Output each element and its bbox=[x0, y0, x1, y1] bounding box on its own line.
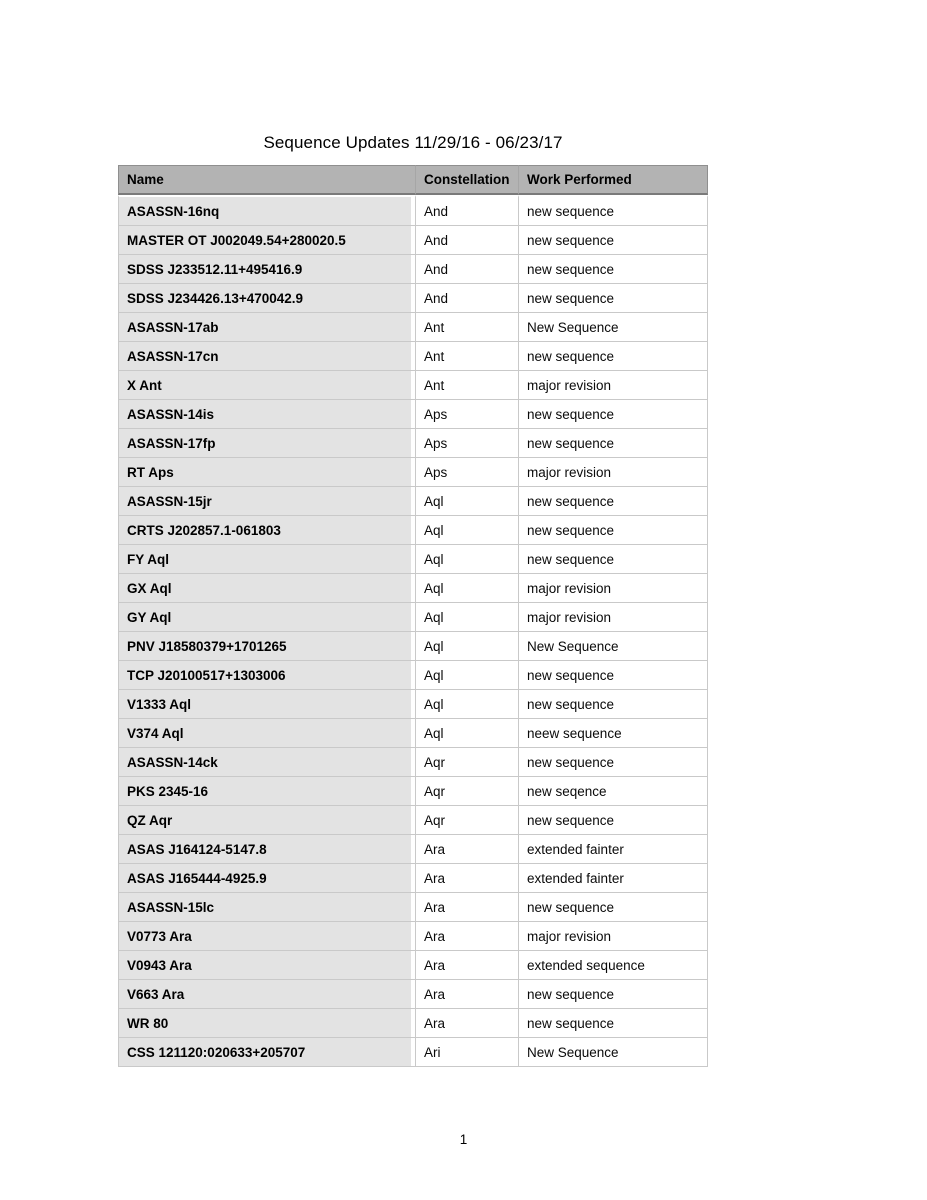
table-row bbox=[118, 661, 708, 690]
work-performed-cell: new sequence bbox=[518, 487, 708, 516]
star-name-cell: X Ant bbox=[118, 371, 415, 400]
table-row bbox=[118, 922, 708, 951]
star-name-cell: CSS 121120:020633+205707 bbox=[118, 1038, 415, 1067]
star-name-cell: V1333 Aql bbox=[118, 690, 415, 719]
work-performed-cell: new seqence bbox=[518, 777, 708, 806]
work-performed-cell: new sequence bbox=[518, 893, 708, 922]
work-performed-cell: new sequence bbox=[518, 661, 708, 690]
work-performed-cell: major revision bbox=[518, 922, 708, 951]
constellation-cell: Ant bbox=[415, 342, 518, 371]
constellation-cell: Ari bbox=[415, 1038, 518, 1067]
work-performed-cell: new sequence bbox=[518, 342, 708, 371]
table-row bbox=[118, 284, 708, 313]
work-performed-cell: new sequence bbox=[518, 806, 708, 835]
constellation-cell: And bbox=[415, 255, 518, 284]
column-header-constellation: Constellation bbox=[415, 165, 518, 195]
table-row bbox=[118, 719, 708, 748]
star-name-cell: TCP J20100517+1303006 bbox=[118, 661, 415, 690]
star-name-cell: V0943 Ara bbox=[118, 951, 415, 980]
constellation-cell: And bbox=[415, 284, 518, 313]
star-name-cell: CRTS J202857.1-061803 bbox=[118, 516, 415, 545]
work-performed-cell: neew sequence bbox=[518, 719, 708, 748]
star-name-cell: ASASSN-15jr bbox=[118, 487, 415, 516]
work-performed-cell: new sequence bbox=[518, 226, 708, 255]
star-name-cell: PKS 2345-16 bbox=[118, 777, 415, 806]
work-performed-cell: extended sequence bbox=[518, 951, 708, 980]
work-performed-cell: new sequence bbox=[518, 690, 708, 719]
star-name-cell: ASASSN-14is bbox=[118, 400, 415, 429]
table-row bbox=[118, 371, 708, 400]
constellation-cell: Aps bbox=[415, 458, 518, 487]
star-name-cell: ASASSN-15lc bbox=[118, 893, 415, 922]
table-row bbox=[118, 545, 708, 574]
star-name-cell: ASASSN-14ck bbox=[118, 748, 415, 777]
table-row bbox=[118, 574, 708, 603]
work-performed-cell: new sequence bbox=[518, 195, 708, 226]
work-performed-cell: extended fainter bbox=[518, 864, 708, 893]
constellation-cell: Aqr bbox=[415, 748, 518, 777]
work-performed-cell: new sequence bbox=[518, 284, 708, 313]
table-row bbox=[118, 226, 708, 255]
constellation-cell: Aqr bbox=[415, 777, 518, 806]
table-row bbox=[118, 893, 708, 922]
star-name-cell: ASASSN-17ab bbox=[118, 313, 415, 342]
work-performed-cell: extended fainter bbox=[518, 835, 708, 864]
star-name-cell: RT Aps bbox=[118, 458, 415, 487]
work-performed-cell: New Sequence bbox=[518, 313, 708, 342]
column-header-name: Name bbox=[118, 165, 415, 195]
star-name-cell: ASASSN-17cn bbox=[118, 342, 415, 371]
constellation-cell: Ara bbox=[415, 893, 518, 922]
table-body bbox=[118, 195, 708, 1067]
table-row bbox=[118, 516, 708, 545]
star-name-cell: V374 Aql bbox=[118, 719, 415, 748]
constellation-cell: Ant bbox=[415, 313, 518, 342]
table-row bbox=[118, 400, 708, 429]
constellation-cell: Aql bbox=[415, 603, 518, 632]
work-performed-cell: major revision bbox=[518, 574, 708, 603]
constellation-cell: Ara bbox=[415, 835, 518, 864]
table-row bbox=[118, 1009, 708, 1038]
table-row bbox=[118, 835, 708, 864]
constellation-cell: Aql bbox=[415, 661, 518, 690]
work-performed-cell: new sequence bbox=[518, 545, 708, 574]
table-row bbox=[118, 632, 708, 661]
table-row bbox=[118, 195, 708, 226]
constellation-cell: Aql bbox=[415, 719, 518, 748]
constellation-cell: Aps bbox=[415, 400, 518, 429]
table-row bbox=[118, 342, 708, 371]
constellation-cell: Aql bbox=[415, 516, 518, 545]
constellation-cell: Aql bbox=[415, 574, 518, 603]
star-name-cell: SDSS J234426.13+470042.9 bbox=[118, 284, 415, 313]
table-row bbox=[118, 864, 708, 893]
constellation-cell: And bbox=[415, 226, 518, 255]
star-name-cell: MASTER OT J002049.54+280020.5 bbox=[118, 226, 415, 255]
table-row bbox=[118, 1038, 708, 1067]
constellation-cell: Ara bbox=[415, 951, 518, 980]
table-row bbox=[118, 487, 708, 516]
work-performed-cell: New Sequence bbox=[518, 632, 708, 661]
star-name-cell: FY Aql bbox=[118, 545, 415, 574]
constellation-cell: Aql bbox=[415, 487, 518, 516]
star-name-cell: GY Aql bbox=[118, 603, 415, 632]
work-performed-cell: new sequence bbox=[518, 255, 708, 284]
table-row bbox=[118, 313, 708, 342]
star-name-cell: V0773 Ara bbox=[118, 922, 415, 951]
work-performed-cell: new sequence bbox=[518, 400, 708, 429]
star-name-cell: ASASSN-17fp bbox=[118, 429, 415, 458]
table-row bbox=[118, 690, 708, 719]
constellation-cell: Ara bbox=[415, 1009, 518, 1038]
sequence-updates-table bbox=[118, 165, 708, 1067]
constellation-cell: Ant bbox=[415, 371, 518, 400]
star-name-cell: GX Aql bbox=[118, 574, 415, 603]
table-row bbox=[118, 458, 708, 487]
star-name-cell: ASAS J165444-4925.9 bbox=[118, 864, 415, 893]
constellation-cell: Ara bbox=[415, 922, 518, 951]
work-performed-cell: new sequence bbox=[518, 1009, 708, 1038]
work-performed-cell: major revision bbox=[518, 371, 708, 400]
work-performed-cell: new sequence bbox=[518, 980, 708, 1009]
table-row bbox=[118, 603, 708, 632]
star-name-cell: ASAS J164124-5147.8 bbox=[118, 835, 415, 864]
constellation-cell: Aqr bbox=[415, 806, 518, 835]
table-row bbox=[118, 980, 708, 1009]
star-name-cell: QZ Aqr bbox=[118, 806, 415, 835]
constellation-cell: Aql bbox=[415, 690, 518, 719]
constellation-cell: Aps bbox=[415, 429, 518, 458]
star-name-cell: WR 80 bbox=[118, 1009, 415, 1038]
table-row bbox=[118, 255, 708, 284]
table-row bbox=[118, 951, 708, 980]
constellation-cell: Aql bbox=[415, 632, 518, 661]
work-performed-cell: major revision bbox=[518, 603, 708, 632]
star-name-cell: PNV J18580379+1701265 bbox=[118, 632, 415, 661]
page-number: 1 bbox=[459, 1132, 468, 1147]
star-name-cell: SDSS J233512.11+495416.9 bbox=[118, 255, 415, 284]
table-row bbox=[118, 429, 708, 458]
column-header-work-performed: Work Performed bbox=[518, 165, 708, 195]
constellation-cell: Ara bbox=[415, 980, 518, 1009]
work-performed-cell: major revision bbox=[518, 458, 708, 487]
work-performed-cell: new sequence bbox=[518, 516, 708, 545]
constellation-cell: Aql bbox=[415, 545, 518, 574]
table-row bbox=[118, 806, 708, 835]
work-performed-cell: new sequence bbox=[518, 748, 708, 777]
star-name-cell: ASASSN-16nq bbox=[118, 195, 415, 226]
table-row bbox=[118, 777, 708, 806]
work-performed-cell: New Sequence bbox=[518, 1038, 708, 1067]
star-name-cell: V663 Ara bbox=[118, 980, 415, 1009]
constellation-cell: Ara bbox=[415, 864, 518, 893]
table-header-row bbox=[118, 165, 708, 195]
work-performed-cell: new sequence bbox=[518, 429, 708, 458]
constellation-cell: And bbox=[415, 195, 518, 226]
document-title: Sequence Updates 11/29/16 - 06/23/17 bbox=[263, 133, 563, 152]
table-row bbox=[118, 748, 708, 777]
